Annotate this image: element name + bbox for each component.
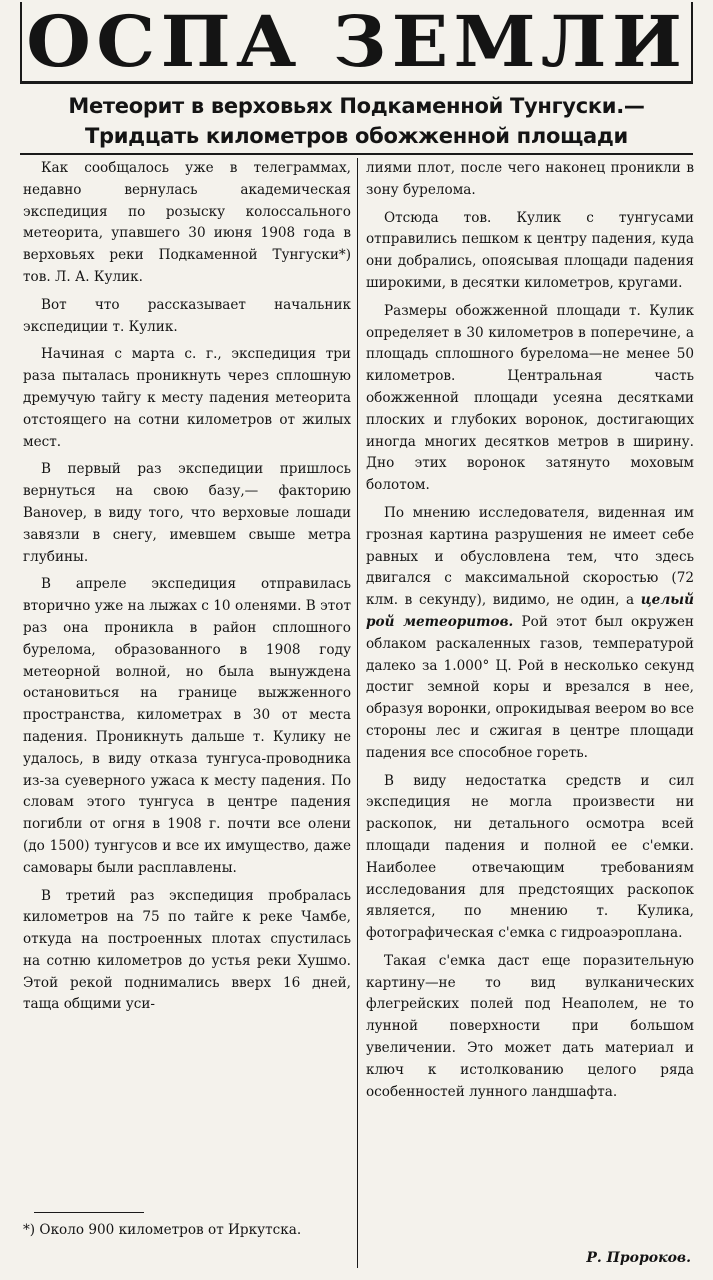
text-run: Рой этот был окружен облаком раскаленных газов, температурой далеко за 1.000° Ц. Рой в несколько секунд достиг земной коры и врезался в нее, образуя воронки, опрокидывая веером во все стороны лес и сжигая в центре площади падения все способное гореть.: [366, 613, 694, 761]
headline: ОСПА ЗЕМЛИ: [26, 0, 687, 83]
left-column: [23, 158, 351, 1268]
footnote-rule: [34, 1212, 144, 1213]
paragraph: В апреле экспедиция отправилась вторично уже на лыжах с 10 оленями. В этот раз она проникла в район сплошного бурелома, образованного в 1908 году метеорной волной, но была вынуждена остановиться на границе выжженного пространства, километрах в 30 от места падения. Проникнуть дальше т. Кулику не удалось, в виду отказа тунгуса-проводника из-за суеверного ужаса к месту падения. По словам этого тунгуса в центре падения погибли от огня в 1908 г. почти все олени (до 1500) тунгусов и все их имущество, даже самовары были расплавлены.: [23, 576, 351, 876]
subheadline-2: Тридцать километров обожженной площади: [85, 124, 628, 148]
paragraph: Размеры обожженной площади т. Кулик определяет в 30 километров в поперечине, а площадь сплошного бурелома—не менее 50 километров. Центральная часть обожженной площади усеяна десятками плоских и глубоких воронок, достигающих иногда многих десятков метров в ширину. Дно этих воронок затянуто моховым болотом.: [366, 302, 694, 494]
footnote: *) Около 900 километров от Иркутска.: [23, 1222, 302, 1238]
paragraph: В первый раз экспедиции пришлось вернуться на свою базу,— факторию Ванovер, в виду того, что верховые лошади завязли в снегу, имевшем свыше метра глубины.: [23, 461, 351, 565]
subheadline-1: Метеорит в верховьях Подкаменной Тунгуски.—: [68, 94, 645, 118]
paragraph: Начиная с марта с. г., экспедиция три раза пыталась проникнуть через сплошную дремучую тайгу к месту падения метеорита отстоящего на сотни километров от жилых мест.: [23, 346, 351, 450]
top-rule: [20, 153, 693, 155]
paragraph: Отсюда тов. Кулик с тунгусами отправились пешком к центру падения, куда они добрались, опоясывая площади падения широкими, в десятки километров, кругами.: [366, 209, 694, 291]
paragraph: В виду недостатка средств и сил экспедиция не могла произвести ни раскопок, ни детального осмотра всей площади падения и полной ее с'емки. Наиболее отвечающим требованиям исследования для предстоящих раскопок является, по мнению т. Кулика, фотографическая с'емка с гидроаэроплана.: [366, 772, 694, 942]
paragraph: [366, 503, 694, 765]
text-run: По мнению исследователя, виденная им грозная картина разрушения не имеет себе равных и обусловлена тем, что здесь двигался с максимальной скоростью (72 клм. в секунду), видимо, не один, а: [366, 504, 694, 609]
headline-box: [20, 2, 693, 84]
paragraph: Как сообщалось уже в телеграммах, недавно вернулась академическая экспедиция по розыску колоссального метеорита, упавшего 30 июня 1908 года в верховьях реки Подкаменной Тунгуски*) тов. Л. А. Кулик.: [23, 160, 351, 285]
right-column: [366, 158, 694, 1268]
paragraph: В третий раз экспедиция пробралась километров на 75 по тайге к реке Чамбе, откуда на построенных плотах спустилась на сотню километров до устья реки Хушмо. Этой рекой поднимались вверх 16 дней, таща общими уси-: [23, 887, 351, 1013]
paragraph-continued: лиями плот, после чего наконец проникли в зону бурелома.: [366, 160, 694, 198]
column-divider: [357, 158, 358, 1268]
paragraph: Такая с'емка даст еще поразительную картину—не то вид вулканических флегрейских полей под Неаполем, не то лунной поверхности при большом увеличении. Это может дать материал и ключ к истолкованию целого ряда особенностей лунного ландшафта.: [366, 952, 694, 1100]
paragraph: Вот что рассказывает начальник экспедиции т. Кулик.: [23, 296, 351, 335]
emphasis-text: целый рой метеоритов.: [366, 592, 694, 630]
author-signature: Р. Пророков.: [586, 1250, 691, 1266]
